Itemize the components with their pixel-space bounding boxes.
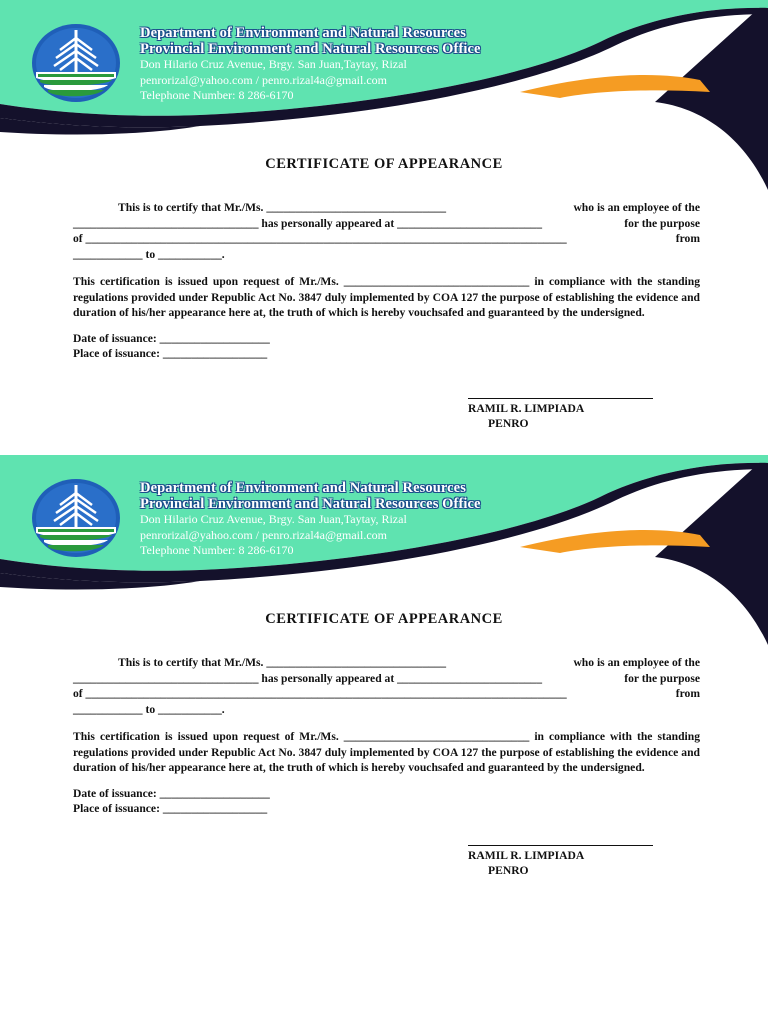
certificate-body xyxy=(73,200,700,362)
certify-line-1-end: who is an employee of the xyxy=(573,201,700,214)
place-of-issuance: Place of issuance: __________________ xyxy=(73,802,268,815)
certify-line-2: ________________________________ has personally appeared at _________________________ xyxy=(73,671,543,685)
place-of-issuance: Place of issuance: __________________ xyxy=(73,347,268,360)
office-emails: penrorizal@yahoo.com / penro.rizal4a@gmail.com xyxy=(140,72,388,87)
certificate-body xyxy=(73,655,700,817)
request-paragraph: This certification is issued upon request of Mr./Ms. ________________________________ in compliance with the standing regulations provided under Republic Act No. 3847 duly implemented by COA 127 the purpose of establishing the evidence and duration of his/her appearance here at, the truth of which is hereby vouchsafed and guaranteed by the undersigned. xyxy=(73,275,700,319)
certify-line-4: ____________ to ___________. xyxy=(73,247,225,261)
agency-header xyxy=(140,480,481,559)
certify-line-1-end: who is an employee of the xyxy=(573,656,700,669)
certify-line-2-end: for the purpose xyxy=(624,671,700,685)
certificate-title: CERTIFICATE OF APPEARANCE xyxy=(265,156,503,172)
office-address: Don Hilario Cruz Avenue, Brgy. San Juan,Taytay, Rizal xyxy=(140,57,407,71)
certify-line-1: This is to certify that Mr./Ms. _______________________________ xyxy=(118,201,447,214)
signatory-title: PENRO xyxy=(488,417,529,430)
certify-line-3-end: from xyxy=(675,687,700,700)
certify-line-2-end: for the purpose xyxy=(624,216,700,230)
signature-block xyxy=(468,398,653,431)
certify-line-4: ____________ to ___________. xyxy=(73,702,225,716)
date-of-issuance: Date of issuance: ___________________ xyxy=(73,786,270,800)
certificate-title: CERTIFICATE OF APPEARANCE xyxy=(265,611,503,627)
certify-line-3: of ___________________________________________________________________________________ xyxy=(73,687,567,700)
certify-paragraph xyxy=(73,200,700,262)
certify-line-2: ________________________________ has personally appeared at _________________________ xyxy=(73,216,543,230)
certify-line-1: This is to certify that Mr./Ms. _______________________________ xyxy=(118,656,447,669)
signatory-title: PENRO xyxy=(488,864,529,877)
office-name: Provincial Environment and Natural Resources Office xyxy=(140,496,481,512)
denr-logo-icon xyxy=(30,477,122,559)
agency-name: Department of Environment and Natural Resources xyxy=(140,480,466,496)
signature-line xyxy=(468,398,653,399)
certificate-bottom xyxy=(0,455,768,900)
certify-line-3-end: from xyxy=(675,232,700,245)
certify-line-3: of ___________________________________________________________________________________ xyxy=(73,232,567,245)
request-paragraph: This certification is issued upon request of Mr./Ms. ________________________________ in compliance with the standing regulations provided under Republic Act No. 3847 duly implemented by COA 127 the purpose of establishing the evidence and duration of his/her appearance here at, the truth of which is hereby vouchsafed and guaranteed by the undersigned. xyxy=(73,730,700,774)
signatory-name: RAMIL R. LIMPIADA xyxy=(468,402,585,415)
issuance-block xyxy=(73,331,700,362)
signature-line xyxy=(468,845,653,846)
agency-header xyxy=(140,25,481,104)
office-address: Don Hilario Cruz Avenue, Brgy. San Juan,Taytay, Rizal xyxy=(140,512,407,526)
denr-logo-icon xyxy=(30,22,122,104)
signature-block xyxy=(468,845,653,878)
certify-paragraph xyxy=(73,655,700,717)
certificate-top xyxy=(0,0,768,445)
agency-name: Department of Environment and Natural Resources xyxy=(140,25,466,41)
issuance-block xyxy=(73,786,700,817)
signatory-name: RAMIL R. LIMPIADA xyxy=(468,849,585,862)
office-telephone: Telephone Number: 8 286-6170 xyxy=(140,543,294,557)
office-name: Provincial Environment and Natural Resources Office xyxy=(140,41,481,57)
office-telephone: Telephone Number: 8 286-6170 xyxy=(140,88,294,102)
office-emails: penrorizal@yahoo.com / penro.rizal4a@gmail.com xyxy=(140,527,388,542)
date-of-issuance: Date of issuance: ___________________ xyxy=(73,331,270,345)
